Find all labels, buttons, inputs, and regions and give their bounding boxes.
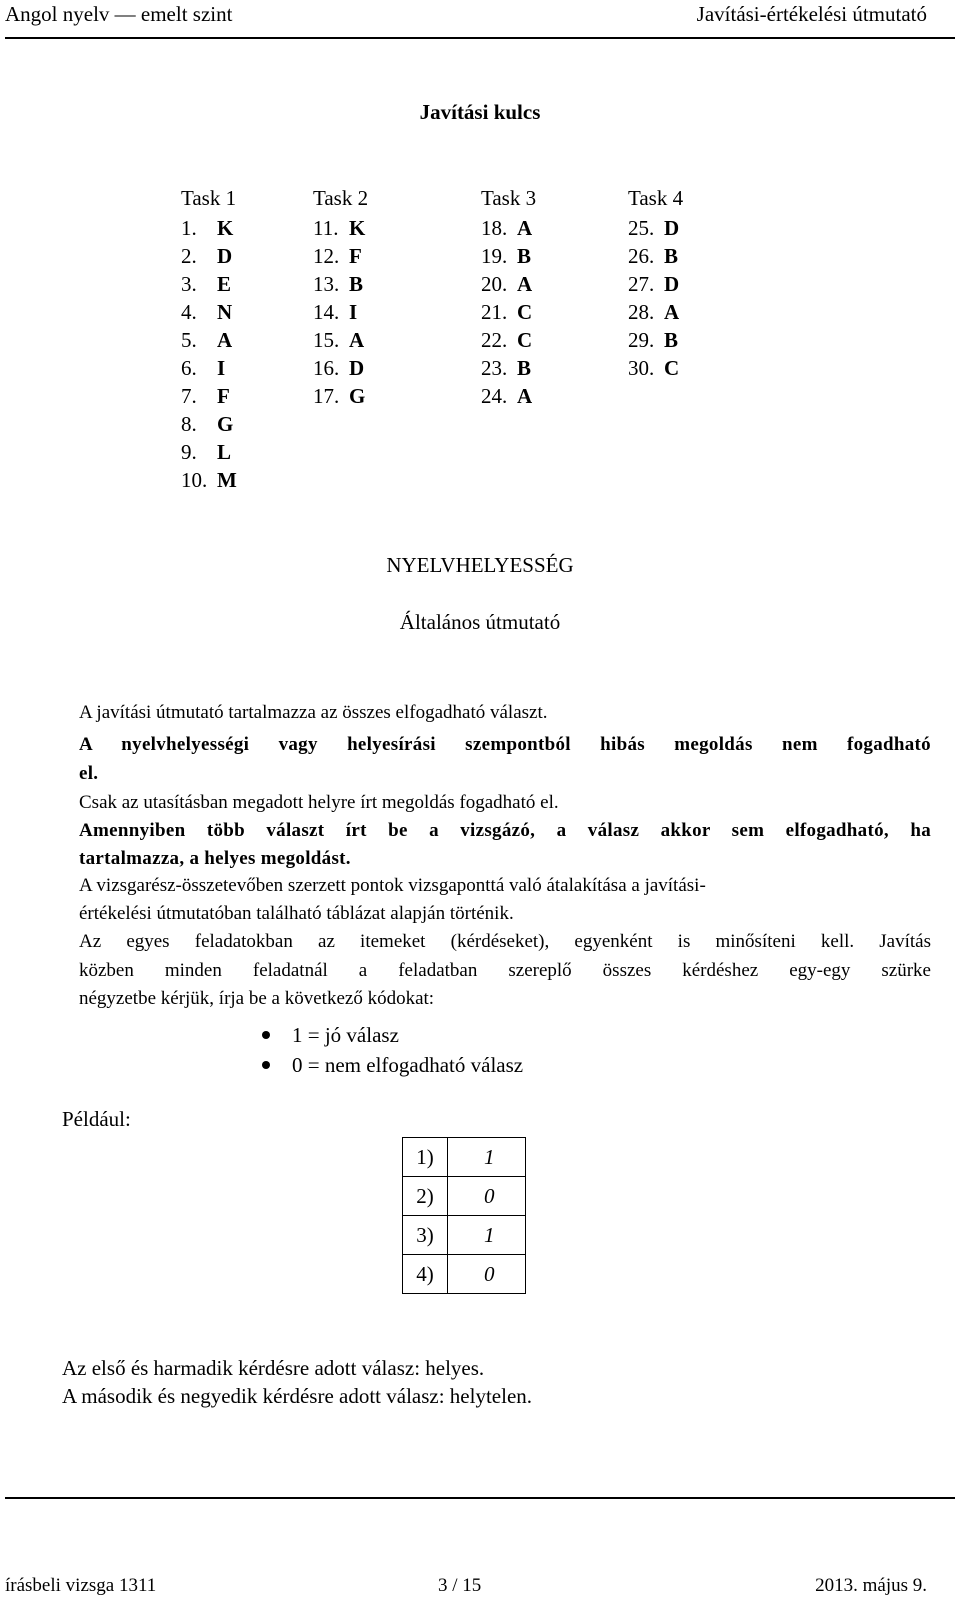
- answer-row: 29. B: [628, 328, 679, 352]
- answer-row: 3. E: [181, 272, 232, 296]
- table-row: [403, 1138, 526, 1177]
- answer-row: 8. G: [181, 412, 234, 436]
- footer-rule: [5, 1497, 955, 1499]
- score-cell: 0: [448, 1255, 526, 1294]
- guidance-paragraph-2-line-1: A nyelvhelyességi vagy helyesírási szempontból hibás megoldás nem fogadható: [79, 734, 931, 755]
- guidance-paragraph-6-line-2: közben minden feladatnál a feladatban szereplő összes kérdéshez egy-egy szürke: [79, 960, 931, 981]
- example-label: Például:: [62, 1107, 131, 1131]
- answer-row: 5. A: [181, 328, 233, 352]
- header-rule: [5, 37, 955, 39]
- answer-row: 27. D: [628, 272, 680, 296]
- task-1-column: [181, 184, 237, 494]
- answer-row: 17. G: [313, 384, 366, 408]
- section-title: NYELVHELYESSÉG: [386, 553, 574, 577]
- score-cell: 1: [448, 1138, 526, 1177]
- header-doc-type: Javítási-értékelési útmutató: [696, 2, 927, 26]
- answer-row: 10. M: [181, 468, 237, 492]
- page-title: Javítási kulcs: [419, 100, 541, 124]
- guidance-paragraph-1: A javítási útmutató tartalmazza az összes elfogadható választ.: [79, 702, 548, 723]
- answer-row: 30. C: [628, 356, 680, 380]
- answer-row: 18. A: [481, 216, 533, 240]
- guidance-paragraph-6-line-3: négyzetbe kérjük, írja be a következő kódokat:: [79, 988, 435, 1009]
- score-cell: 0: [448, 1177, 526, 1216]
- table-row: [403, 1177, 526, 1216]
- footer-exam-code: írásbeli vizsga 1311: [5, 1575, 157, 1596]
- guidance-paragraph-5-line-1: A vizsgarész-összetevőben szerzett pontok vizsgaponttá való átalakítása a javítási-: [79, 875, 706, 896]
- answer-row: 14. I: [313, 300, 358, 324]
- answer-row: 20. A: [481, 272, 533, 296]
- answer-row: 28. A: [628, 300, 680, 324]
- question-number: 1): [403, 1138, 448, 1177]
- guidance-paragraph-2-line-2: el.: [79, 763, 99, 784]
- task-heading: Task 4: [628, 186, 684, 210]
- footer-page-number: 3 / 15: [438, 1575, 482, 1596]
- guidance-paragraph-3: Csak az utasításban megadott helyre írt megoldás fogadható el.: [79, 792, 559, 813]
- question-number: 4): [403, 1255, 448, 1294]
- task-heading: Task 1: [181, 186, 237, 210]
- example-table: [402, 1137, 526, 1294]
- answer-row: 9. L: [181, 440, 232, 464]
- answer-row: 24. A: [481, 384, 533, 408]
- question-number: 3): [403, 1216, 448, 1255]
- answer-row: 16. D: [313, 356, 365, 380]
- task-2-column: [313, 184, 368, 410]
- question-number: 2): [403, 1177, 448, 1216]
- section-subtitle: Általános útmutató: [399, 610, 561, 634]
- answer-row: 13. B: [313, 272, 364, 296]
- answer-row: 4. N: [181, 300, 233, 324]
- task-3-column: [481, 184, 536, 410]
- answer-row: 11. K: [313, 216, 366, 240]
- score-cell: 1: [448, 1216, 526, 1255]
- guidance-paragraph-4-line-1: Amennyiben több választ írt be a vizsgázó, a válasz akkor sem elfogadható, ha: [79, 820, 931, 841]
- footer-date: 2013. május 9.: [815, 1575, 927, 1596]
- answer-row: 2. D: [181, 244, 233, 268]
- bullet-icon: [262, 1061, 270, 1069]
- guidance-paragraph-5-line-2: értékelési útmutatóban található táblázat alapján történik.: [79, 903, 514, 924]
- table-row: [403, 1255, 526, 1294]
- answer-row: 26. B: [628, 244, 679, 268]
- conclusion-line-1: Az első és harmadik kérdésre adott válasz: helyes.: [62, 1356, 485, 1380]
- header-subject: Angol nyelv — emelt szint: [5, 2, 233, 26]
- answer-row: 21. C: [481, 300, 533, 324]
- answer-row: 22. C: [481, 328, 533, 352]
- answer-row: 1. K: [181, 216, 234, 240]
- code-list: [262, 1020, 523, 1080]
- conclusion-line-2: A második és negyedik kérdésre adott válasz: helytelen.: [62, 1384, 533, 1408]
- answer-row: 23. B: [481, 356, 532, 380]
- answer-row: 15. A: [313, 328, 365, 352]
- task-heading: Task 2: [313, 186, 369, 210]
- guidance-paragraph-6-line-1: Az egyes feladatokban az itemeket (kérdéseket), egyenként is minősíteni kell. Javítás: [79, 931, 931, 952]
- task-4-column: [628, 184, 683, 382]
- table-row: [403, 1216, 526, 1255]
- list-item: 0 = nem elfogadható válasz: [262, 1050, 523, 1080]
- answer-row: 6. I: [181, 356, 226, 380]
- answer-row: 25. D: [628, 216, 680, 240]
- list-item: 1 = jó válasz: [262, 1020, 523, 1050]
- guidance-paragraph-4-line-2: tartalmazza, a helyes megoldást.: [79, 848, 351, 869]
- task-heading: Task 3: [481, 186, 537, 210]
- answer-row: 12. F: [313, 244, 362, 268]
- answer-row: 7. F: [181, 384, 230, 408]
- answer-row: 19. B: [481, 244, 532, 268]
- bullet-icon: [262, 1031, 270, 1039]
